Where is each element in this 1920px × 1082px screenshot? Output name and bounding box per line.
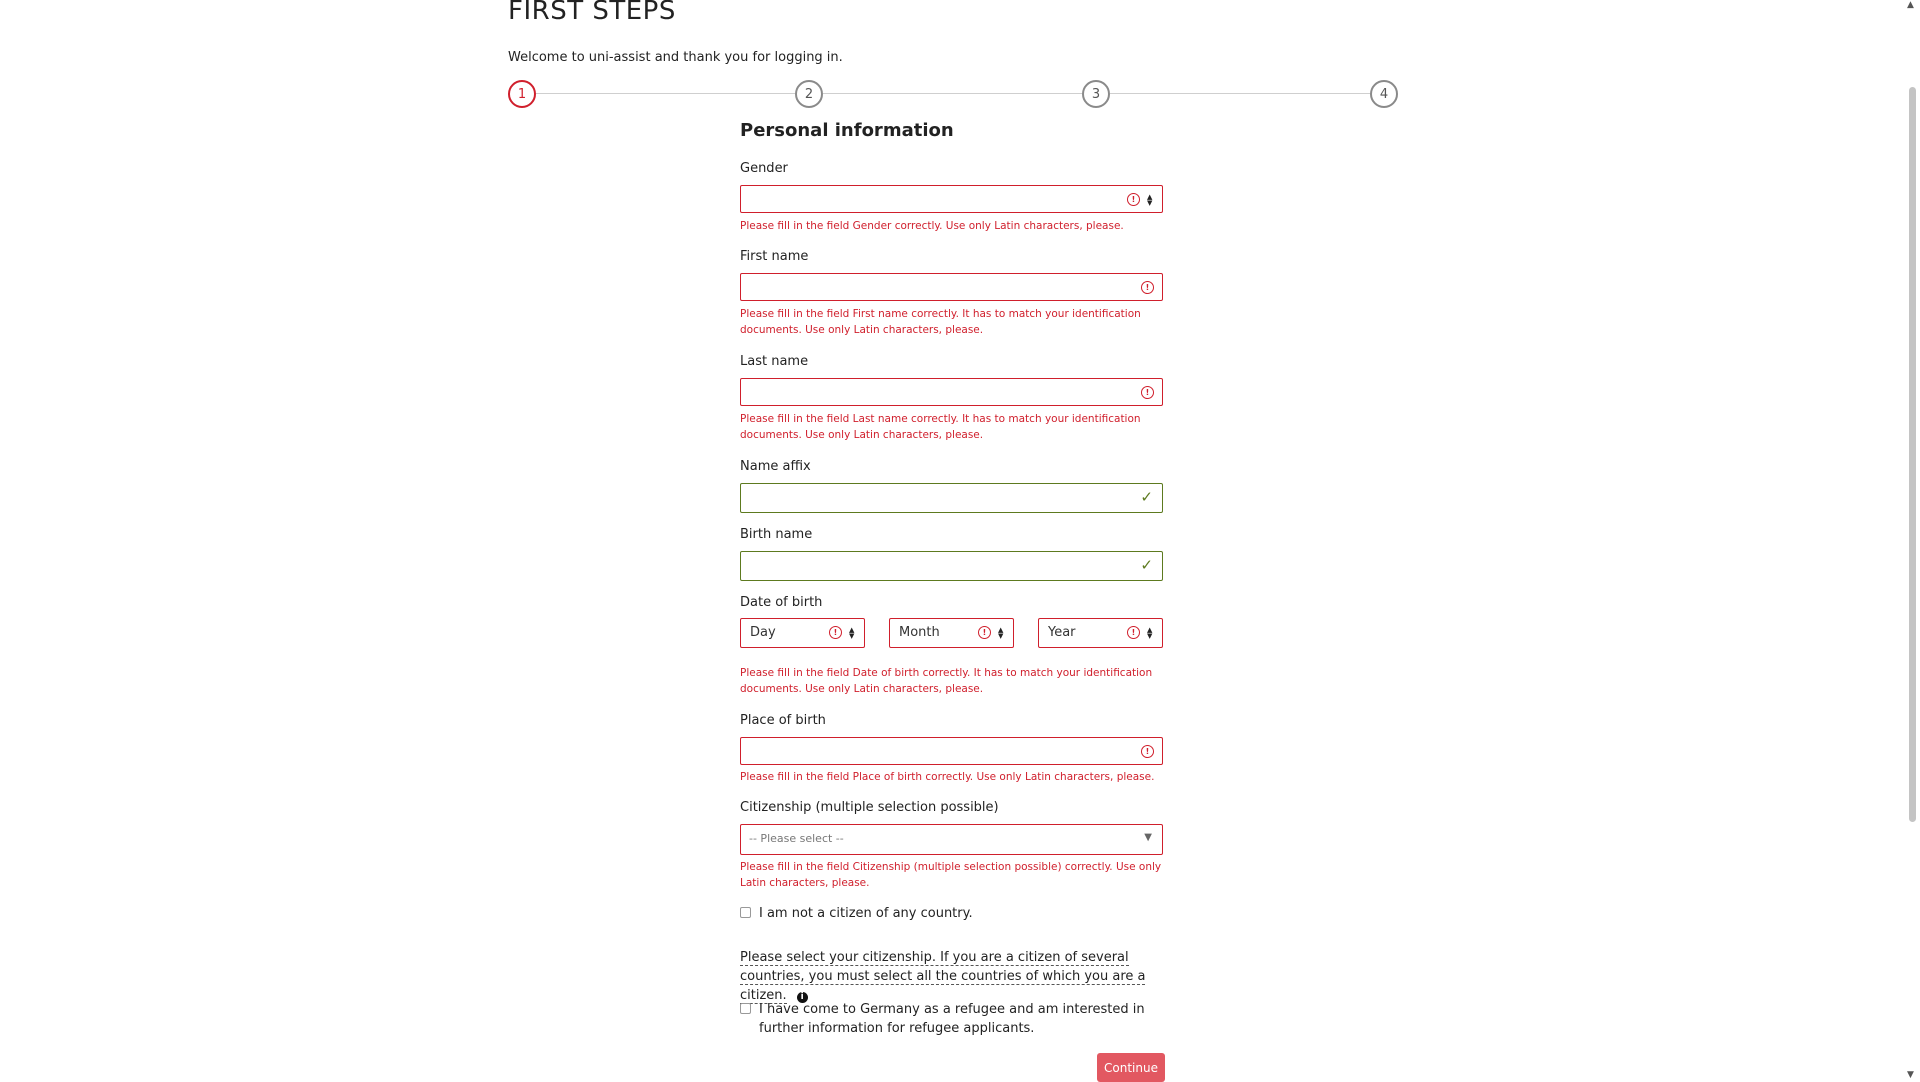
info-icon[interactable]: i: [797, 992, 808, 1003]
birth-name-input[interactable]: [740, 551, 1163, 581]
refugee-checkbox-label: I have come to Germany as a refugee and am interested in further information for refugee applicants.: [759, 1002, 1145, 1036]
step-2: 2: [795, 80, 823, 108]
gender-error: Please fill in the field Gender correctly. Use only Latin characters, please.: [740, 220, 1124, 232]
first-name-label: First name: [740, 249, 809, 264]
error-icon: !: [978, 626, 991, 639]
welcome-text: Welcome to uni-assist and thank you for logging in.: [508, 50, 843, 65]
error-icon: !: [1127, 626, 1140, 639]
month-select-value: Month: [899, 625, 940, 640]
gender-label: Gender: [740, 161, 788, 176]
citizenship-label: Citizenship (multiple selection possible): [740, 800, 999, 815]
step-connector: [536, 93, 795, 94]
step-1: 1: [508, 80, 536, 108]
first-name-input[interactable]: [740, 273, 1163, 301]
continue-button[interactable]: Continue: [1097, 1053, 1165, 1082]
updown-icon: ▲ ▼: [1147, 193, 1153, 207]
name-affix-input[interactable]: [740, 483, 1163, 513]
first-name-field[interactable]: [741, 274, 1117, 300]
stateless-checkbox-label: I am not a citizen of any country.: [759, 906, 973, 921]
citizenship-select[interactable]: [740, 824, 1163, 855]
error-icon: !: [1141, 386, 1154, 399]
scroll-down-icon[interactable]: ▼: [1907, 1070, 1914, 1080]
day-select[interactable]: [740, 618, 865, 648]
day-select-value: Day: [750, 625, 776, 640]
section-title: Personal information: [740, 120, 954, 141]
progress-stepper: [508, 80, 1398, 110]
checkmark-icon: ✓: [1140, 556, 1153, 574]
last-name-error: Please fill in the field Last name correctly. It has to match your identification documents. Use only Latin characters, please.: [740, 413, 1141, 441]
citizenship-hint-text: Please select your citizenship. If you are a citizen of several countries, you must select all the countries of which you are a citizen.: [740, 950, 1146, 1003]
chevron-down-icon: ▼: [1144, 832, 1152, 843]
updown-icon: ▲ ▼: [998, 626, 1004, 640]
checkmark-icon: ✓: [1140, 488, 1153, 506]
updown-icon: ▲ ▼: [849, 626, 855, 640]
citizenship-hint: [740, 948, 1160, 1005]
place-of-birth-error: Please fill in the field Place of birth correctly. Use only Latin characters, please.: [740, 771, 1155, 783]
month-select[interactable]: [889, 618, 1014, 648]
date-of-birth-label: Date of birth: [740, 595, 823, 610]
gender-select[interactable]: [740, 185, 1163, 213]
citizenship-placeholder: -- Please select --: [749, 832, 844, 845]
place-of-birth-label: Place of birth: [740, 713, 826, 728]
stateless-checkbox[interactable]: [740, 907, 751, 918]
error-icon: !: [1127, 193, 1140, 206]
last-name-input[interactable]: [740, 378, 1163, 406]
citizenship-error: Please fill in the field Citizenship (multiple selection possible) correctly. Use only Latin characters, please.: [740, 861, 1162, 889]
name-affix-field[interactable]: [741, 484, 1117, 510]
place-of-birth-field[interactable]: [741, 738, 1117, 764]
last-name-field[interactable]: [741, 379, 1117, 405]
step-connector: [1110, 93, 1370, 94]
last-name-label: Last name: [740, 354, 809, 369]
birth-name-field[interactable]: [741, 552, 1117, 578]
scrollbar-thumb[interactable]: [1909, 87, 1916, 822]
year-select-value: Year: [1048, 625, 1076, 640]
error-icon: !: [1141, 281, 1154, 294]
updown-icon: ▲ ▼: [1147, 626, 1153, 640]
error-icon: !: [1141, 745, 1154, 758]
date-of-birth-error: Please fill in the field Date of birth correctly. It has to match your identification documents. Use only Latin characters, please.: [740, 667, 1153, 695]
page-title: FIRST STEPS: [508, 0, 676, 26]
refugee-checkbox[interactable]: [740, 1003, 751, 1014]
birth-name-label: Birth name: [740, 527, 813, 542]
step-4: 4: [1370, 80, 1398, 108]
place-of-birth-input[interactable]: [740, 737, 1163, 765]
scrollbar[interactable]: [1904, 0, 1920, 1080]
name-affix-label: Name affix: [740, 459, 811, 474]
step-3: 3: [1082, 80, 1110, 108]
step-connector: [823, 93, 1082, 94]
year-select[interactable]: [1038, 618, 1163, 648]
scroll-up-icon[interactable]: ▲: [1907, 0, 1914, 10]
error-icon: !: [829, 626, 842, 639]
first-name-error: Please fill in the field First name correctly. It has to match your identification documents. Use only Latin characters, please.: [740, 308, 1141, 336]
